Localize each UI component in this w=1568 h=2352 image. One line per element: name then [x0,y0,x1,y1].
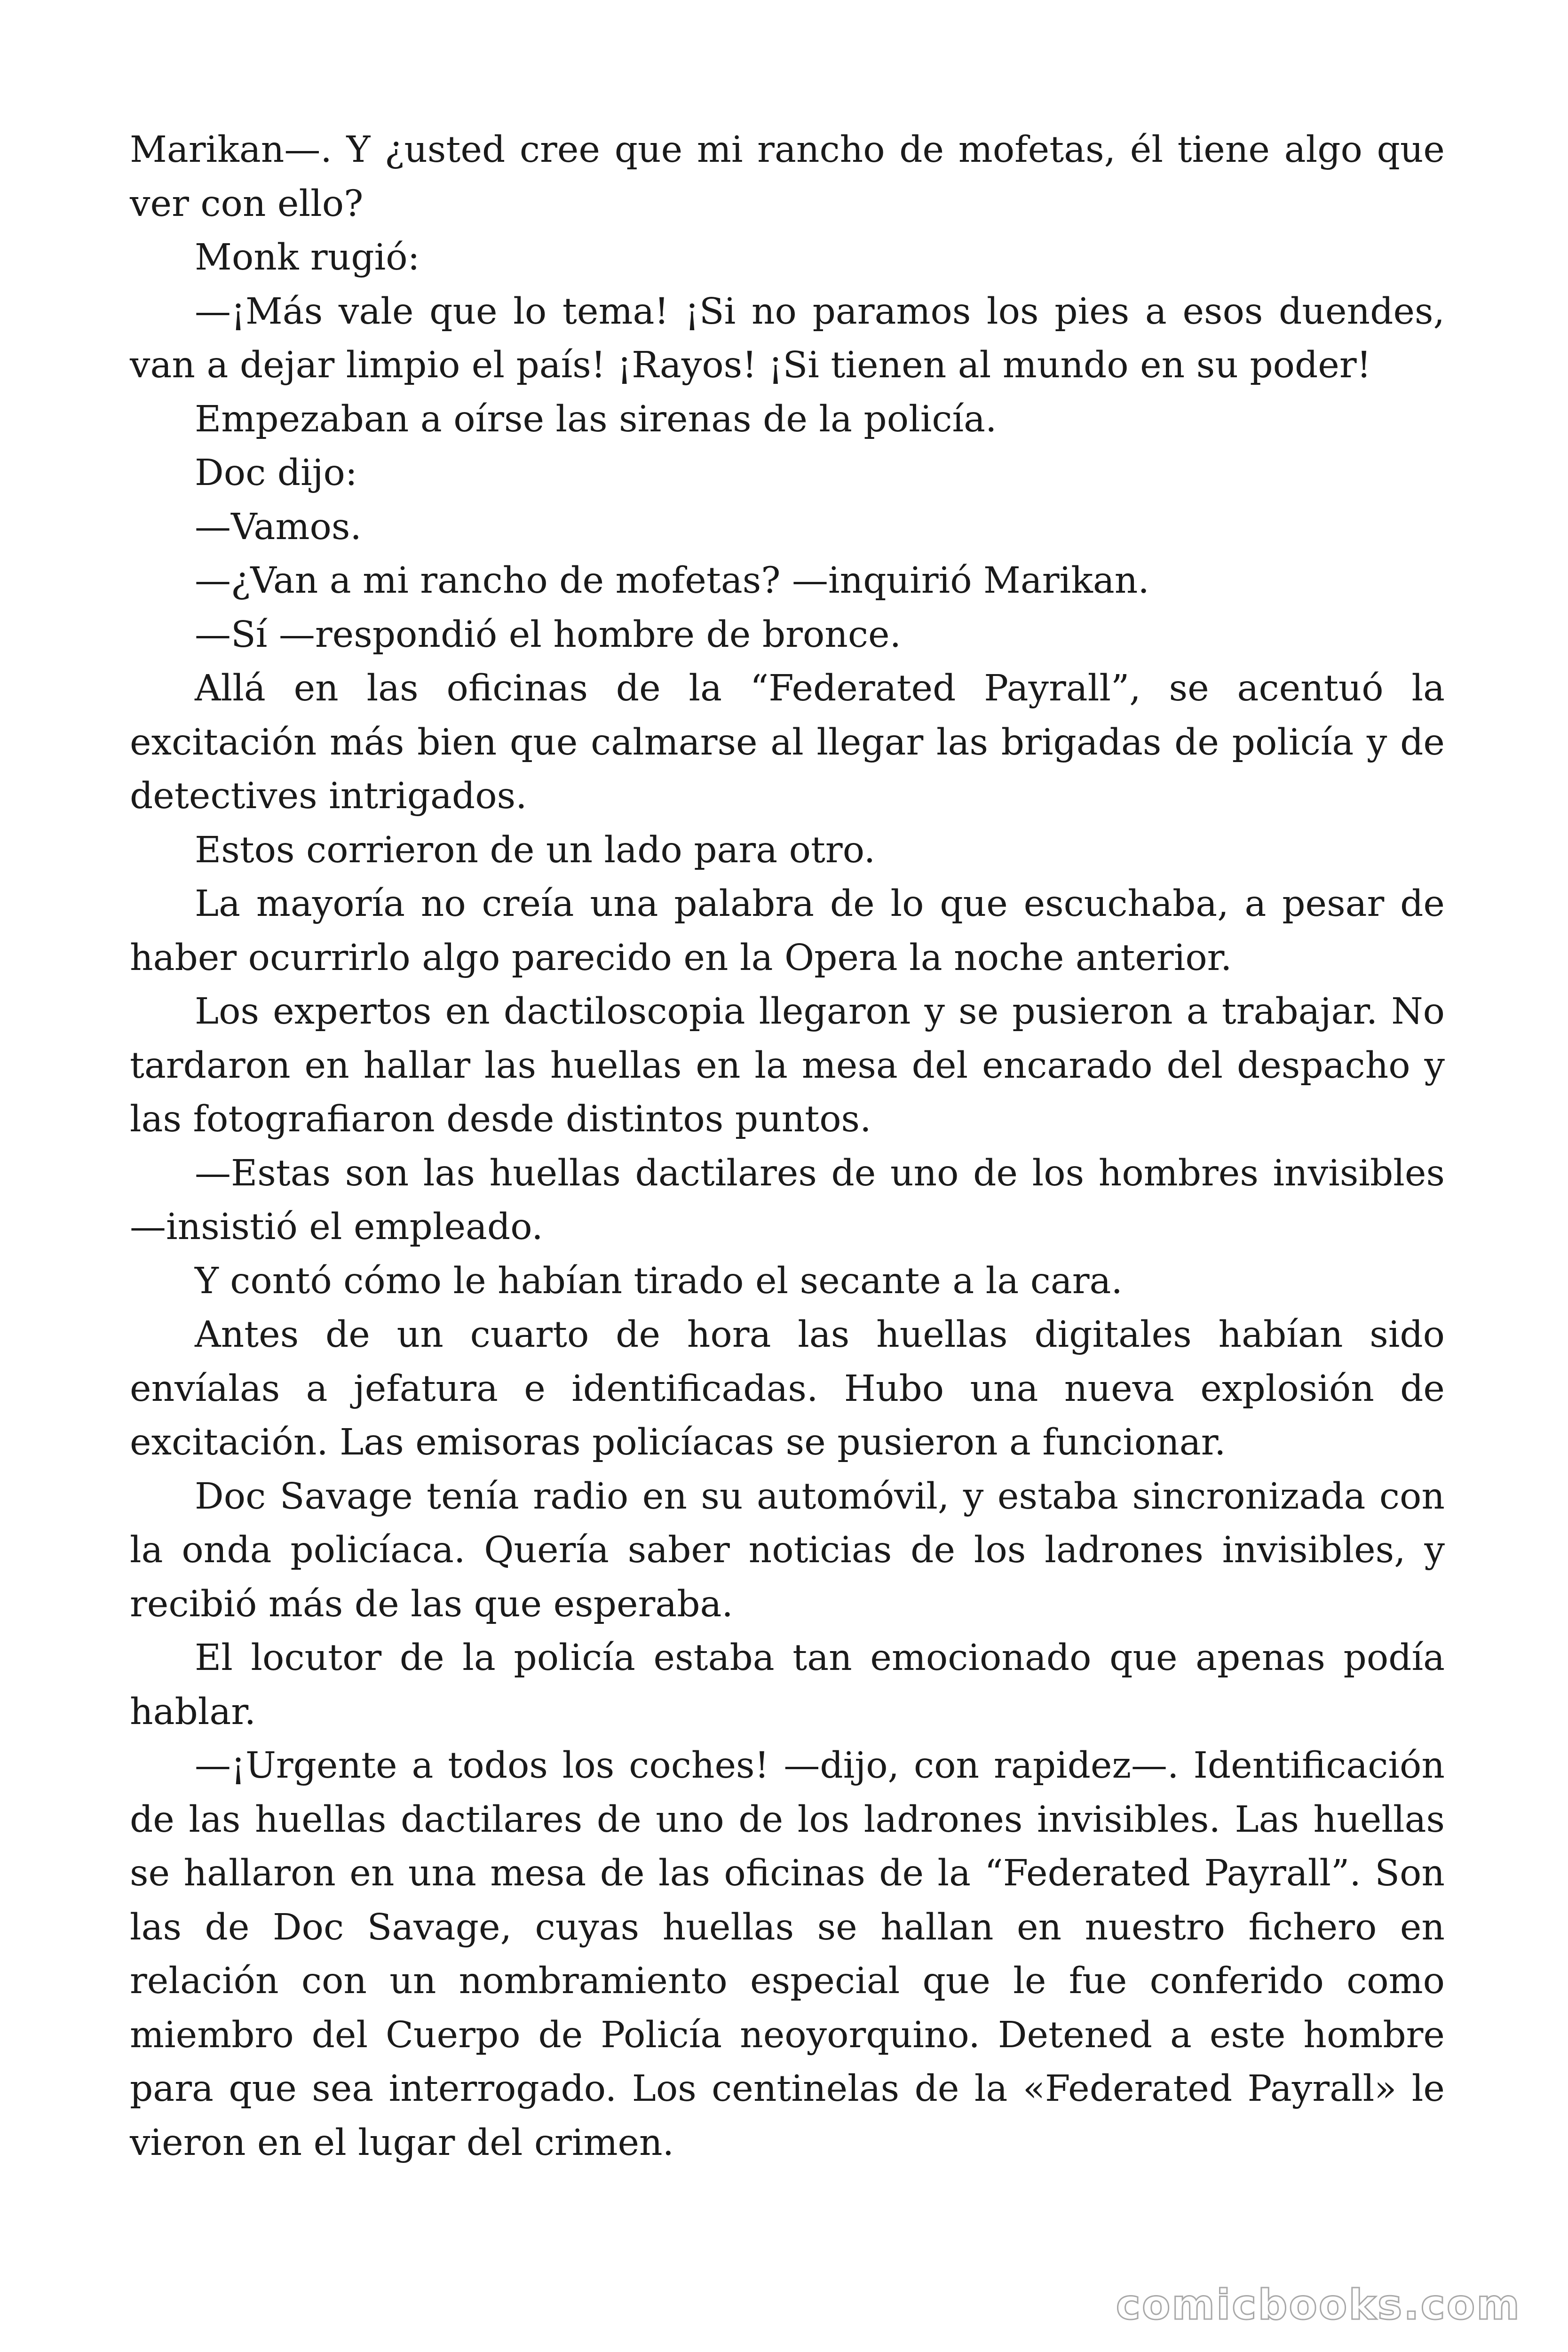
watermark: comicbooks.com [1116,2280,1521,2329]
paragraph-2: Monk rugió: [195,237,420,278]
paragraph-10: Estos corrieron de un lado para otro. [195,829,876,871]
paragraph-13: —Estas son las huellas dactilares de uno de los hombres invisibles —insistió el empleado. [130,1152,1445,1248]
paragraph-18: —¡Urgente a todos los coches! —dijo, con rapidez—. Identificación de las huellas dactilares de uno de los ladrones invisibles. Las huellas se hallaron en una mesa de las oficinas de la “Federated Payrall”. Son las de Doc Savage, cuyas huellas se hallan en nuestro fichero en relación con un nombramiento especial que le fue conferido como miembro del Cuerpo de Policía neoyorquino. Detened a este hombre para que sea interrogado. Los centinelas de la «Federated Payrall» le vieron en el lugar del crimen. [130,1745,1445,2164]
paragraph-17: El locutor de la policía estaba tan emocionado que apenas podía hablar. [130,1637,1445,1733]
paragraph-5: Doc dijo: [195,452,357,494]
paragraph-6: —Vamos. [195,506,362,548]
paragraph-9: Allá en las oficinas de la “Federated Payrall”, se acentuó la excitación más bien que calmarse al llegar las brigadas de policía y de detectives intrigados. [130,667,1445,817]
paragraph-8: —Sí —respondió el hombre de bronce. [195,613,902,656]
paragraph-12: Los expertos en dactiloscopia llegaron y se pusieron a trabajar. No tardaron en hallar las huellas en la mesa del encarado del despacho y las fotografiaron desde distintos puntos. [130,991,1445,1140]
paragraph-15: Antes de un cuarto de hora las huellas digitales habían sido envíalas a jefatura e identificadas. Hubo una nueva explosión de excitación. Las emisoras policíacas se pusieron a funcionar. [130,1314,1445,1463]
paragraph-4: Empezaban a oírse las sirenas de la policía. [195,398,997,440]
paragraph-3: —¡Más vale que lo tema! ¡Si no paramos los pies a esos duendes, van a dejar limpio el país! ¡Rayos! ¡Si tienen al mundo en su poder! [130,290,1445,386]
paragraph-14: Y contó cómo le habían tirado el secante a la cara. [195,1260,1123,1302]
paragraph-11: La mayoría no creía una palabra de lo que escuchaba, a pesar de haber ocurrirlo algo parecido en la Opera la noche anterior. [130,883,1445,979]
page-body [130,123,1445,2170]
paragraph-16: Doc Savage tenía radio en su automóvil, y estaba sincronizada con la onda policíaca. Quería saber noticias de los ladrones invisibles, y recibió más de las que esperaba. [130,1475,1445,1625]
paragraph-7: —¿Van a mi rancho de mofetas? —inquirió Marikan. [195,560,1149,602]
paragraph-1: Marikan—. Y ¿usted cree que mi rancho de mofetas, él tiene algo que ver con ello? [130,129,1445,225]
